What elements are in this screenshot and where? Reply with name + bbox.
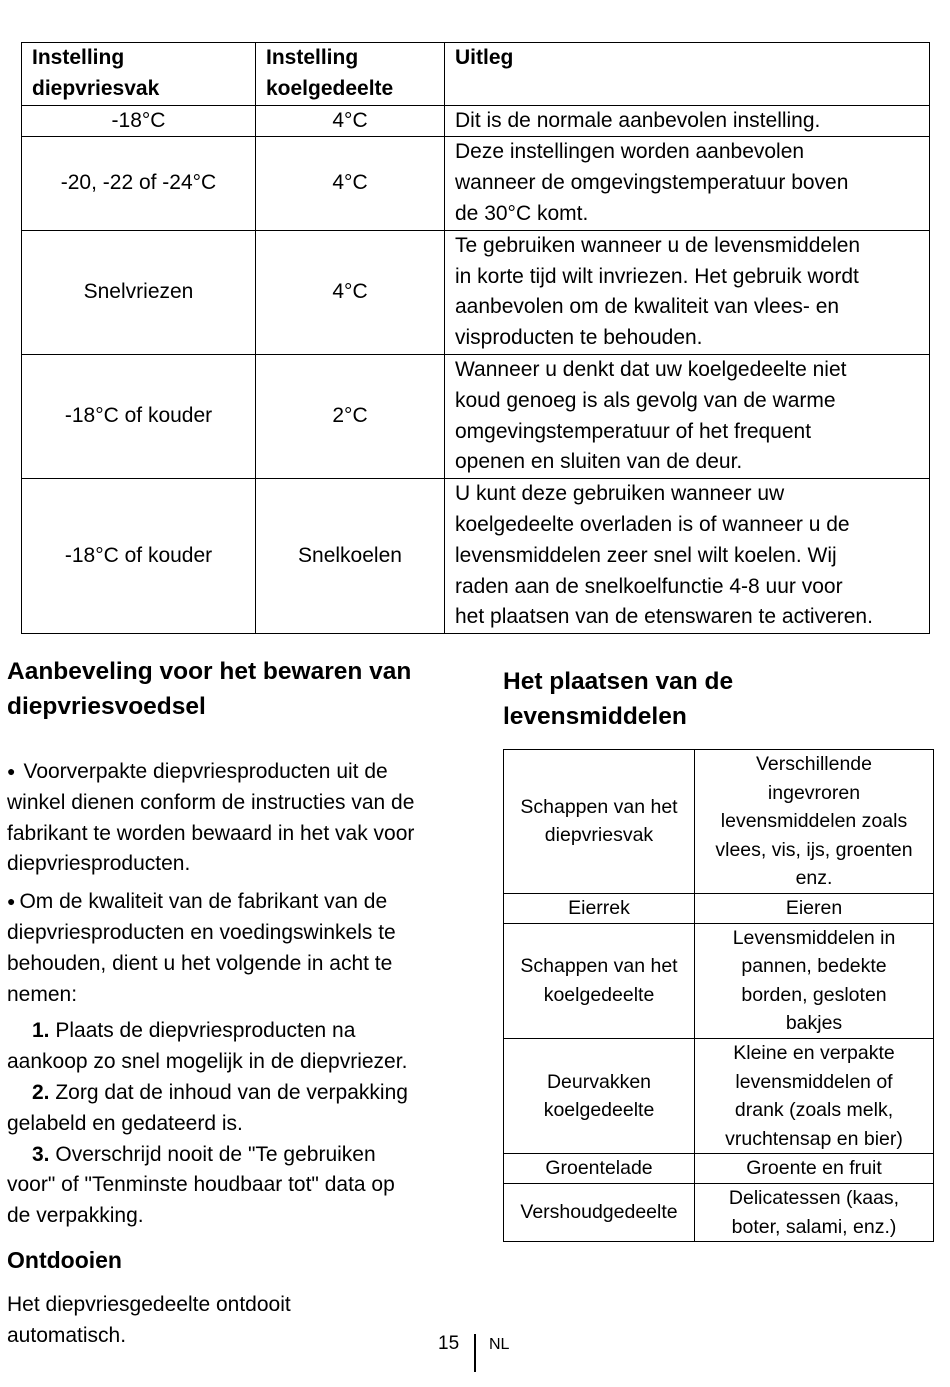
placement-row: [504, 923, 934, 1038]
language-code: NL: [489, 1336, 510, 1353]
storage-heading: Aanbeveling voor het bewaren van diepvriesvoedsel: [7, 658, 412, 720]
location-cell: Groentelade: [504, 1154, 695, 1184]
fridge-setting-cell: 4°C: [256, 230, 445, 354]
bullet-item: ● Voorverpakte diepvriesproducten uit de winkel dienen conform de instructies van de fabrikant te worden bewaard in het vak voor diepvriesproducten.: [7, 760, 415, 876]
freezer-setting-cell: -18°C: [22, 105, 256, 137]
items-cell: Kleine en verpakte levensmiddelen of drank (zoals melk, vruchtensap en bier): [695, 1038, 934, 1153]
page-number: 15: [438, 1333, 460, 1354]
bullet-dot-icon: ●: [7, 893, 16, 910]
placement-row: [504, 750, 934, 894]
location-cell: Eierrek: [504, 893, 695, 923]
explanation-cell: Wanneer u denkt dat uw koelgedeelte niet koud genoeg is als gevolg van de warme omgevingstemperatuur of het frequent openen en sluiten van de deur.: [445, 354, 930, 478]
items-cell: Eieren: [695, 893, 934, 923]
numbered-item: 3. Overschrijd nooit de "Te gebruiken voor" of "Tenminste houdbaar tot" data op de verpakking.: [7, 1142, 395, 1228]
settings-table: [21, 42, 930, 634]
numbered-item: 1. Plaats de diepvriesproducten na aankoop zo snel mogelijk in de diepvriezer.: [7, 1019, 408, 1074]
freezer-setting-cell: -20, -22 of -24°C: [22, 137, 256, 230]
placement-row: [504, 893, 934, 923]
defrost-heading: Ontdooien: [7, 1246, 122, 1273]
location-cell: Schappen van het koelgedeelte: [504, 923, 695, 1038]
bullet-dot-icon: ●: [7, 763, 16, 779]
explanation-cell: U kunt deze gebruiken wanneer uw koelgedeelte overladen is of wanneer u de levensmiddelen zeer snel wilt koelen. Wij raden aan de snelkoelfunctie 4-8 uur voor het plaatsen van de etenswaren te activeren.: [445, 479, 930, 634]
location-cell: Schappen van het diepvriesvak: [504, 750, 695, 894]
explanation-cell: Dit is de normale aanbevolen instelling.: [445, 105, 930, 137]
placement-row: [504, 1154, 934, 1184]
settings-row: [22, 479, 930, 634]
items-cell: Delicatessen (kaas, boter, salami, enz.): [695, 1183, 934, 1241]
location-cell: Deurvakken koelgedeelte: [504, 1038, 695, 1153]
placement-row: [504, 1183, 934, 1241]
settings-row: [22, 354, 930, 478]
item-number: 3.: [32, 1142, 50, 1166]
fridge-setting-cell: Snelkoelen: [256, 479, 445, 634]
footer-divider: [474, 1334, 476, 1372]
fridge-setting-cell: 4°C: [256, 137, 445, 230]
items-cell: Verschillende ingevroren levensmiddelen zoals vlees, vis, ijs, groenten enz.: [695, 750, 934, 894]
settings-header-row: [22, 43, 930, 106]
item-number: 2.: [32, 1080, 50, 1104]
bullet-item: ● Om de kwaliteit van de fabrikant van de diepvriesproducten en voedingswinkels te behouden, dient u het volgende in acht te nemen:: [7, 890, 396, 1006]
freezer-setting-cell: -18°C of kouder: [22, 479, 256, 634]
fridge-setting-cell: 4°C: [256, 105, 445, 137]
freezer-setting-cell: -18°C of kouder: [22, 354, 256, 478]
items-cell: Groente en fruit: [695, 1154, 934, 1184]
placement-row: [504, 1038, 934, 1153]
settings-row: [22, 230, 930, 354]
header-fridge-setting: Instelling koelgedeelte: [256, 43, 445, 106]
placement-table: [503, 749, 934, 1242]
settings-row: [22, 105, 930, 137]
settings-row: [22, 137, 930, 230]
fridge-setting-cell: 2°C: [256, 354, 445, 478]
right-column: [503, 664, 933, 1242]
header-explanation: Uitleg: [445, 43, 930, 106]
items-cell: Levensmiddelen in pannen, bedekte borden, gesloten bakjes: [695, 923, 934, 1038]
explanation-cell: Te gebruiken wanneer u de levensmiddelen in korte tijd wilt invriezen. Het gebruik wordt aanbevolen om de kwaliteit van vlees- en visproducten te behouden.: [445, 230, 930, 354]
location-cell: Vershoudgedeelte: [504, 1183, 695, 1241]
header-freezer-setting: Instelling diepvriesvak: [22, 43, 256, 106]
numbered-item: 2. Zorg dat de inhoud van de verpakking gelabeld en gedateerd is.: [7, 1080, 408, 1135]
defrost-text: Het diepvriesgedeelte ontdooit automatisch.: [7, 1292, 291, 1347]
placement-heading: Het plaatsen van de levensmiddelen: [503, 668, 734, 730]
left-column: [7, 654, 477, 1352]
freezer-setting-cell: Snelvriezen: [22, 230, 256, 354]
item-number: 1.: [32, 1019, 50, 1043]
page-footer: [0, 1330, 950, 1374]
explanation-cell: Deze instellingen worden aanbevolen wanneer de omgevingstemperatuur boven de 30°C komt.: [445, 137, 930, 230]
